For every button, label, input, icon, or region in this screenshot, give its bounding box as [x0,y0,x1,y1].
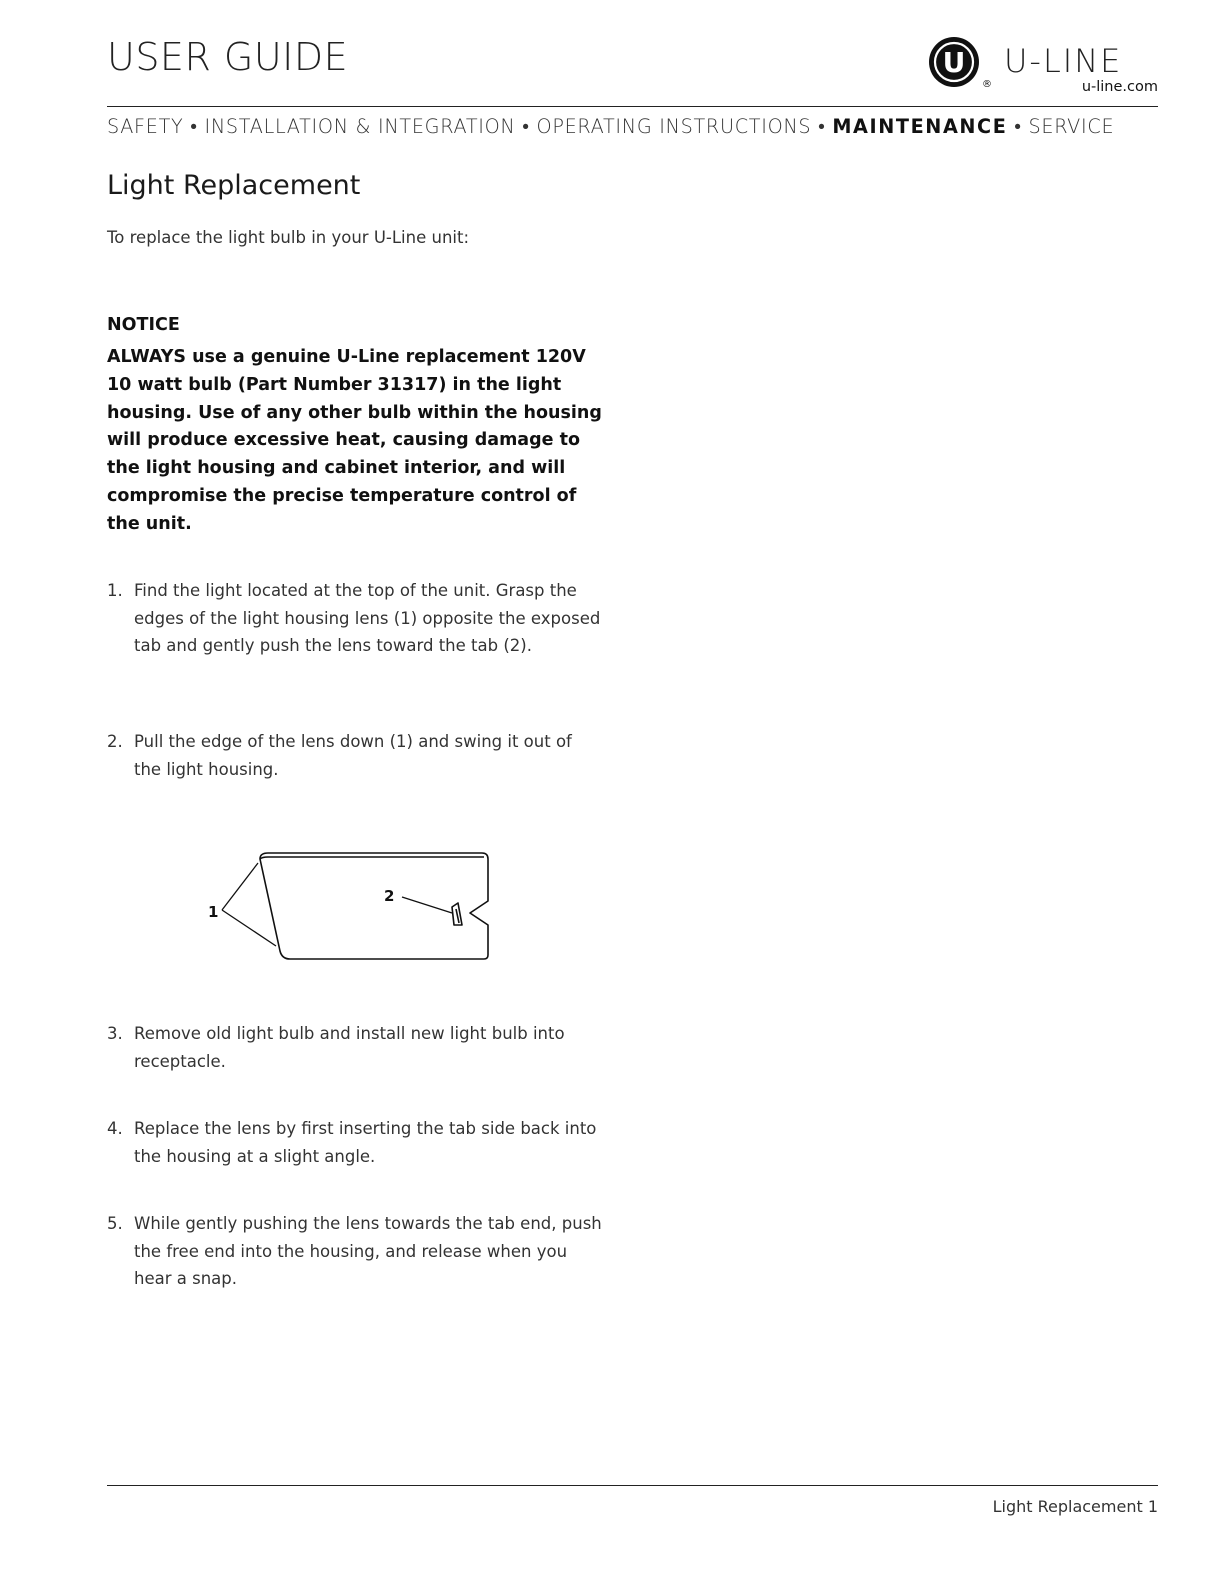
nav-item-maintenance: MAINTENANCE [832,115,1008,138]
nav-item-safety: SAFETY [107,115,184,138]
step-text: While gently pushing the lens towards the tab end, push the free end into the housing, and release when you hear a snap. [134,1214,602,1289]
step-text: Replace the lens by first inserting the tab side back into the housing at a slight angle. [134,1119,597,1166]
callout-2-label: 2 [384,887,395,905]
nav-separator: • [522,115,530,138]
notice-text: ALWAYS use a genuine U-Line replacement 120V 10 watt bulb (Part Number 31317) in the light housing. Use of any other bulb within the housing will produce excessive heat, causing damage to the light housing and cabinet interior, and will compromise the precise temperature control of the unit. [107,347,602,534]
logo-mark: U [942,46,966,79]
callout-1-leader [222,910,276,946]
step-number: 3. [107,1024,123,1043]
callout-2-leader [402,897,452,913]
step-number: 2. [107,732,123,751]
step-item [107,728,602,783]
header-rule [107,106,1158,107]
step-item [107,1115,602,1170]
nav-item-service: SERVICE [1028,115,1115,138]
nav-separator: • [818,115,826,138]
nav-separator: • [190,115,198,138]
nav-separator: • [1014,115,1022,138]
step-item [107,1210,602,1293]
lens-edge [260,857,484,859]
step-text: Remove old light bulb and install new light bulb into receptacle. [134,1024,565,1071]
callout-1-leader [222,863,258,910]
step-number: 5. [107,1214,123,1233]
step-item [107,1020,602,1075]
lens-removal-diagram [200,845,500,970]
step-number: 1. [107,581,123,600]
nav-item-installation: INSTALLATION & INTEGRATION [204,115,516,138]
section-title: Light Replacement [107,170,361,201]
registered-mark: ® [982,79,992,90]
site-url[interactable]: u-line.com [1081,79,1158,95]
step-text: Pull the edge of the lens down (1) and swing it out of the light housing. [134,732,572,779]
notice-label: NOTICE [107,315,180,335]
callout-1-label: 1 [208,903,219,921]
footer-rule [107,1485,1158,1486]
step-number: 4. [107,1119,123,1138]
step-item [107,577,602,660]
page-footer: Light Replacement 1 [992,1497,1158,1516]
section-navigation [107,115,1158,139]
intro-text: To replace the light bulb in your U-Line unit: [107,228,470,247]
document-title: USER GUIDE [107,35,349,79]
step-text: Find the light located at the top of the unit. Grasp the edges of the light housing lens (1) opposite the exposed tab and gently push the lens toward the tab (2). [134,581,601,656]
nav-item-operating: OPERATING INSTRUCTIONS [536,115,812,138]
logo-wordmark: U-LINE [1004,42,1123,80]
